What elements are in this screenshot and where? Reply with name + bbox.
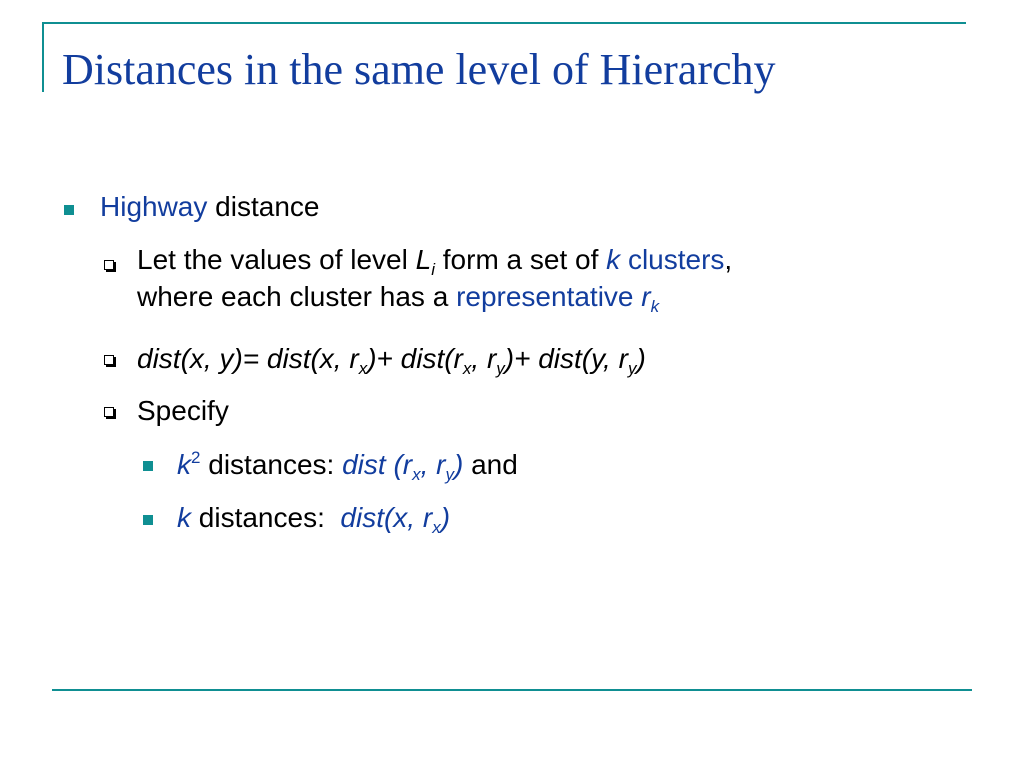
sub-bullet-clusters-line1: Let the values of level $L_i$ form a set of k clusters, — [137, 244, 733, 279]
title-top-rule — [44, 22, 966, 24]
sub-bullet-specify: Specify — [137, 395, 229, 426]
highway-term: Highway — [100, 191, 208, 222]
hollow-square-bullet-icon — [104, 260, 114, 270]
clusters-term: clusters — [627, 244, 725, 275]
representative-term: representative — [456, 281, 634, 312]
k-symbol: k — [606, 244, 621, 275]
sub-bullet-clusters-line2: where each cluster has a representative $r_k$ — [137, 281, 660, 316]
sub-bullet-distance-formula: dist(x, y)= dist(x, $r_x)+$ $dist(r_x$, $r_y)+$ dist(y, $r_y$) — [137, 343, 646, 378]
bullet-highway-distance — [100, 190, 319, 224]
hollow-square-bullet-icon — [104, 407, 114, 417]
hollow-square-bullet-icon — [104, 355, 114, 365]
rk-symbol: r — [641, 281, 651, 312]
level-symbol: L — [415, 244, 432, 275]
title-left-rule — [42, 22, 44, 92]
item-k-squared-distances: $k^2$ distances: dist ($r_x$, $r_y$) and — [177, 448, 518, 484]
item-k-distances: k distances: dist(x, $r_x$) — [177, 502, 451, 537]
teal-square-bullet-icon — [64, 205, 74, 215]
footer-rule — [52, 689, 972, 691]
slide-title: Distances in the same level of Hierarchy — [62, 45, 776, 94]
distance-text: distance — [207, 191, 320, 222]
sub-bullet-clusters — [137, 241, 732, 315]
teal-square-bullet-icon — [143, 515, 153, 525]
teal-square-bullet-icon — [143, 461, 153, 471]
